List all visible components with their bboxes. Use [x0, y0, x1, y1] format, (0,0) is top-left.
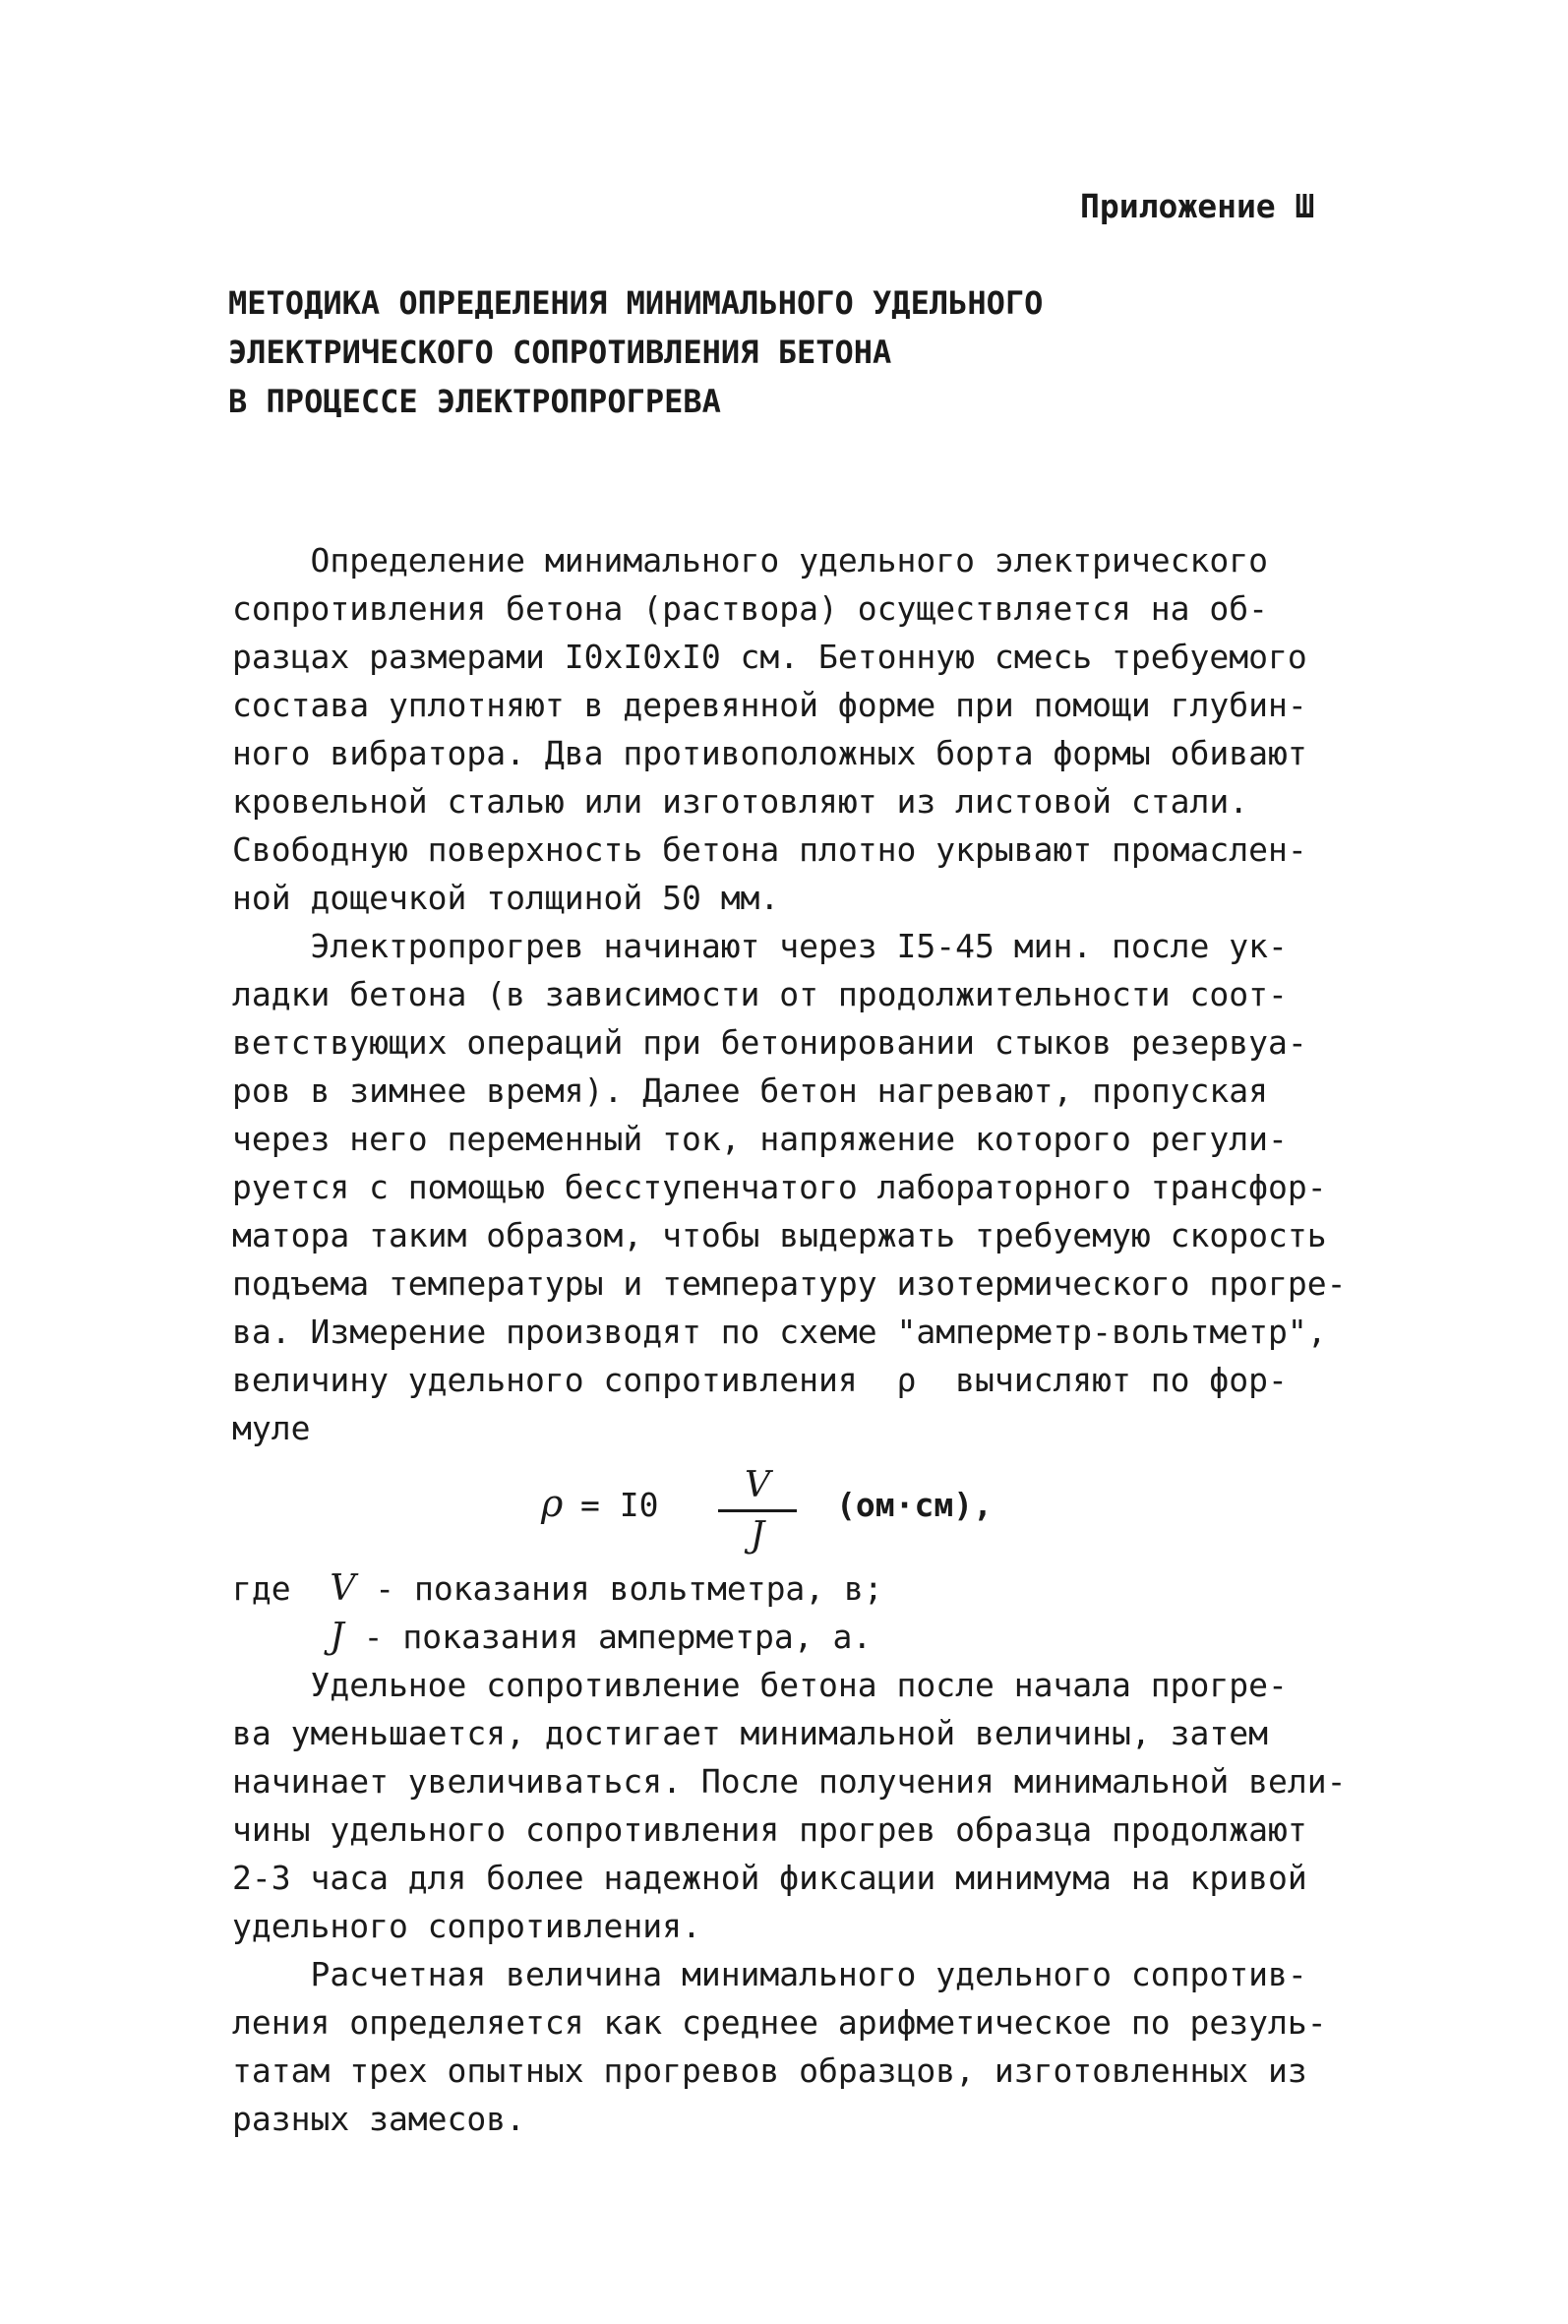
text-line: чины удельного сопротивления прогрев образца продолжают [232, 1810, 1307, 1849]
title-line: МЕТОДИКА ОПРЕДЕЛЕНИЯ МИНИМАЛЬНОГО УДЕЛЬНОГО [228, 284, 1044, 322]
appendix-label: Приложение Ш [1080, 187, 1315, 225]
text-line: удельного сопротивления. [232, 1907, 701, 1945]
text-line: через него переменный ток, напряжение которого регули- [232, 1120, 1288, 1158]
formula-numerator: V [745, 1465, 770, 1505]
legend-line [232, 1613, 883, 1661]
legend-prefix [232, 1618, 330, 1656]
text-line: ров в зимнее время). Далее бетон нагревают, пропуская [232, 1071, 1268, 1110]
legend-text: - показания вольтметра, в; [355, 1569, 883, 1608]
text-line: кровельной сталью или изготовляют из листовой стали. [232, 782, 1249, 821]
resistivity-formula [541, 1464, 1092, 1562]
document-title [228, 278, 1043, 426]
legend-text: - показания амперметра, а. [343, 1618, 873, 1656]
formula-unit: (ом·см), [836, 1486, 993, 1524]
formula-legend [232, 1564, 883, 1661]
text-line: ной дощечкой толщиной 50 мм. [232, 879, 780, 917]
body-paragraphs [232, 536, 1346, 1452]
text-line: ветствующих операций при бетонировании стыков резервуа- [232, 1023, 1307, 1062]
text-line: Расчетная величина минимального удельного сопротив- [232, 1955, 1307, 1993]
legend-symbol: J [330, 1617, 344, 1657]
text-line: Определение минимального удельного электрического [232, 541, 1268, 580]
text-line: ва уменьшается, достигает минимальной величины, затем [232, 1714, 1268, 1752]
text-line: Электропрогрев начинают через I5-45 мин. после ук- [232, 927, 1288, 965]
text-line: руется с помощью бесступенчатого лабораторного трансфор- [232, 1168, 1327, 1206]
legend-prefix: где [232, 1569, 331, 1608]
legend-line [232, 1564, 883, 1613]
text-line: Свободную поверхность бетона плотно укрывают промаслен- [232, 830, 1307, 869]
text-line: матора таким образом, чтобы выдержать требуемую скорость [232, 1216, 1327, 1254]
text-line: ва. Измерение производят по схеме "амперметр-вольтметр", [232, 1313, 1327, 1351]
formula-denominator: J [750, 1515, 765, 1556]
formula-rho: ρ [541, 1482, 564, 1525]
text-line: сопротивления бетона (раствора) осуществляется на об- [232, 589, 1268, 628]
text-line: ладки бетона (в зависимости от продолжительности соот- [232, 975, 1288, 1013]
title-line: ЭЛЕКТРИЧЕСКОГО СОПРОТИВЛЕНИЯ БЕТОНА [228, 334, 892, 371]
text-line: ления определяется как среднее арифметическое по резуль- [232, 2003, 1327, 2042]
text-line: 2-3 часа для более надежной фиксации минимума на кривой [232, 1859, 1307, 1897]
text-line: татам трех опытных прогревов образцов, изготовленных из [232, 2051, 1307, 2090]
fraction-bar [718, 1509, 797, 1512]
text-line: разных замесов. [232, 2100, 526, 2138]
text-line: состава уплотняют в деревянной форме при помощи глубин- [232, 686, 1307, 724]
text-line: разцах размерами I0хI0хI0 см. Бетонную смесь требуемого [232, 638, 1307, 676]
body-paragraphs-continued [232, 1661, 1346, 2143]
text-line: Удельное сопротивление бетона после начала прогре- [232, 1666, 1288, 1704]
text-line: подъема температуры и температуру изотермического прогре- [232, 1264, 1347, 1303]
title-line: В ПРОЦЕССЕ ЭЛЕКТРОПРОГРЕВА [228, 383, 721, 420]
text-line: величину удельного сопротивления ρ вычисляют по фор- [232, 1361, 1288, 1399]
text-line: муле [232, 1409, 311, 1447]
formula-fraction [718, 1464, 797, 1558]
legend-symbol: V [330, 1568, 356, 1609]
text-line: начинает увеличиваться. После получения минимальной вели- [232, 1762, 1347, 1801]
formula-coefficient: = I0 [580, 1486, 659, 1524]
text-line: ного вибратора. Два противоположных борта формы обивают [232, 734, 1307, 772]
